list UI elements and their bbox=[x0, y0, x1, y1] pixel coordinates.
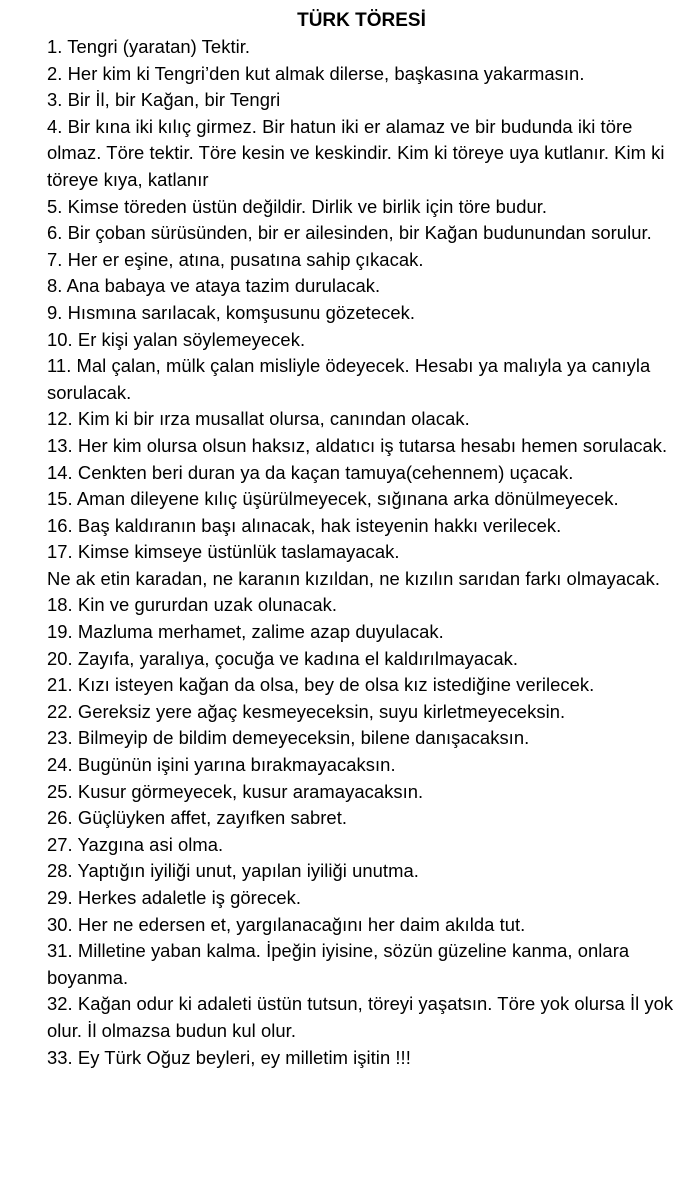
rule-item: 32. Kağan odur ki adaleti üstün tutsun, töreyi yaşatsın. Töre yok olursa İl yok olur. İl olmazsa budun kul olur. bbox=[47, 993, 674, 1041]
rule-item: 6. Bir çoban sürüsünden, bir er ailesinden, bir Kağan budunundan sorulur. bbox=[47, 222, 652, 244]
rule-item: 29. Herkes adaletle iş görecek. bbox=[47, 887, 302, 908]
rule-item: 12. Kim ki bir ırza musallat olursa, canından olacak. bbox=[47, 408, 470, 430]
rule-item: 31. Milletine yaban kalma. İpeğin iyisine, sözün güzeline kanma, onlara boyanma. bbox=[47, 940, 630, 988]
rule-item: 21. Kızı isteyen kağan da olsa, bey de olsa kız istediğine verilecek. bbox=[47, 674, 595, 696]
rule-item: 1. Tengri (yaratan) Tektir. bbox=[47, 36, 251, 57]
rule-item: 2. Her kim ki Tengri’den kut almak dilerse, başkasına yakarmasın. bbox=[47, 62, 585, 84]
rules-list bbox=[47, 34, 677, 1071]
rule-item: 18. Kin ve gururdan uzak olunacak. bbox=[47, 594, 338, 616]
rule-item: 3. Bir İl, bir Kağan, bir Tengri bbox=[47, 89, 281, 111]
rule-item: 25. Kusur görmeyecek, kusur aramayacaksın. bbox=[47, 780, 424, 802]
rule-item: 22. Gereksiz yere ağaç kesmeyeceksin, suyu kirletmeyeceksin. bbox=[47, 700, 566, 722]
rule-item: 9. Hısmına sarılacak, komşusunu gözetecek. bbox=[47, 301, 416, 323]
rule-item: 16. Baş kaldıranın başı alınacak, hak isteyenin hakkı verilecek. bbox=[47, 514, 562, 536]
rule-item: Ne ak etin karadan, ne karanın kızıldan, ne kızılın sarıdan farkı olmayacak. bbox=[47, 567, 661, 589]
rule-item: 33. Ey Türk Oğuz beyleri, ey milletim işitin !!! bbox=[47, 1046, 411, 1068]
rule-item: 4. Bir kına iki kılıç girmez. Bir hatun iki er alamaz ve bir budunda iki töre olmaz. Töre tektir. Töre kesin ve keskindir. Kim ki töreye uya kutlanır. Kim ki töreye kıya, katlanır bbox=[47, 115, 665, 190]
rule-item: 24. Bugünün işini yarına bırakmayacaksın. bbox=[47, 754, 396, 776]
rule-item: 15. Aman dileyene kılıç üşürülmeyecek, sığınana arka dönülmeyecek. bbox=[47, 488, 619, 510]
rule-item: 7. Her er eşine, atına, pusatına sahip çıkacak. bbox=[47, 248, 424, 270]
rule-item: 30. Her ne edersen et, yargılanacağını her daim akılda tut. bbox=[47, 913, 526, 935]
document-title: TÜRK TÖRESİ bbox=[297, 10, 426, 31]
rule-item: 26. Güçlüyken affet, zayıfken sabret. bbox=[47, 807, 348, 829]
rule-item: 23. Bilmeyip de bildim demeyeceksin, bilene danışacaksın. bbox=[47, 727, 530, 749]
rule-item: 28. Yaptığın iyiliği unut, yapılan iyiliği unutma. bbox=[47, 860, 419, 882]
rule-item: 14. Cenkten beri duran ya da kaçan tamuya(cehennem) uçacak. bbox=[47, 461, 574, 483]
rule-item: 13. Her kim olursa olsun haksız, aldatıcı iş tutarsa hesabı hemen sorulacak. bbox=[47, 434, 668, 456]
rule-item: 10. Er kişi yalan söylemeyecek. bbox=[47, 328, 306, 350]
rule-item: 17. Kimse kimseye üstünlük taslamayacak. bbox=[47, 541, 400, 563]
rule-item: 27. Yazgına asi olma. bbox=[47, 833, 224, 855]
rule-item: 8. Ana babaya ve ataya tazim durulacak. bbox=[47, 275, 381, 297]
rule-item: 11. Mal çalan, mülk çalan misliyle ödeyecek. Hesabı ya malıyla ya canıyla sorulacak. bbox=[47, 355, 651, 403]
rule-item: 20. Zayıfa, yaralıya, çocuğa ve kadına el kaldırılmayacak. bbox=[47, 647, 519, 669]
rule-item: 19. Mazluma merhamet, zalime azap duyulacak. bbox=[47, 621, 444, 643]
rule-item: 5. Kimse töreden üstün değildir. Dirlik ve birlik için töre budur. bbox=[47, 195, 548, 217]
